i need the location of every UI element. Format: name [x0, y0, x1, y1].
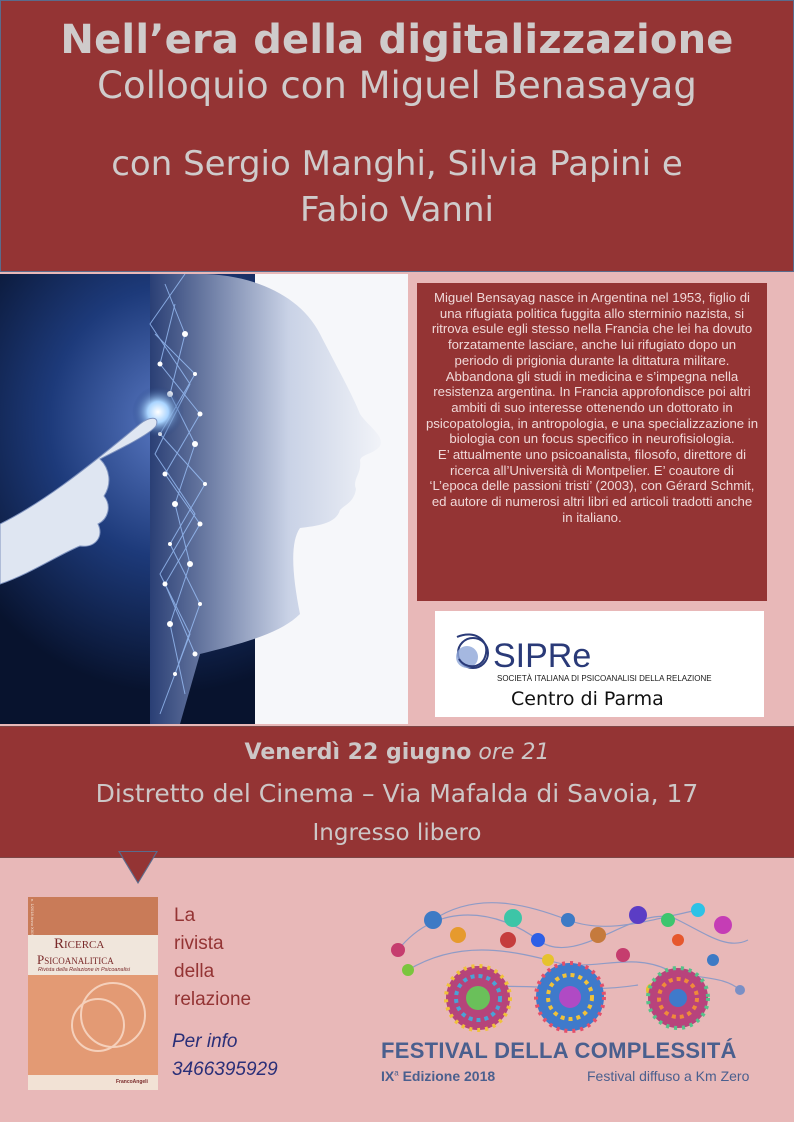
festival-name: FESTIVAL DELLA COMPLESSITÁ	[381, 1038, 737, 1063]
biography-box	[417, 283, 767, 601]
sipre-logo-box	[435, 611, 764, 717]
sipre-centre: Centro di Parma	[511, 688, 664, 710]
speakers	[1, 141, 793, 233]
biography-paragraph-2: E’ attualmente uno psicoanalista, filosofo, direttore di ricerca all’Università di Montpelier. E’ coautore di ‘L’epoca delle passioni tristi’ (2003), con Gérard Schmit, ed autore di numerosi altri libri ed articoli tradotti anche in italiano.	[429, 447, 755, 525]
event-venue: Distretto del Cinema – Via Mafalda di Savoia, 17	[95, 779, 699, 808]
magazine-title-1: Ricerca	[54, 936, 105, 952]
festival-edition-rest: Edizione 2018	[398, 1068, 496, 1084]
pointer-arrow	[120, 852, 156, 882]
magazine-issue: n. 1/2018 Anno XXIX	[30, 899, 35, 937]
magazine-desc-line: La	[174, 905, 196, 926]
contact-info	[172, 1028, 278, 1084]
event-date-line	[0, 739, 794, 767]
magazine-publisher: FrancoAngeli	[116, 1079, 148, 1085]
magazine-title-2: Psicoanalitica	[37, 952, 114, 967]
info-label: Per info	[172, 1031, 238, 1052]
speakers-line-1: con Sergio Manghi, Silvia Papini e	[111, 144, 683, 184]
event-details-band	[0, 726, 794, 858]
magazine-desc-line: relazione	[174, 989, 252, 1010]
event-time: ore 21	[478, 740, 550, 765]
magazine-desc-line: rivista	[174, 933, 224, 954]
festival-edition	[381, 1068, 495, 1084]
biography-paragraph-1: Miguel Bensayag nasce in Argentina nel 1953, figlio di una rifugiata politica fuggita allo sterminio nazista, si ritrova esule egli stesso nella Francia che lei ha dovuto forzatamente lasciare, anche lui rifugiato dopo un periodo di prigionia durante la dittatura militare. Abbandona gli studi in medicina e s’impegna nella resistenza argentina. In Francia approfondisce poi altri ambiti di suo interesse ottenendo un dottorato in psicopatologia, in antropologia, e una specializzazione in biologia con un focus specifico in neurofisiologia.	[425, 290, 759, 447]
sipre-full-name: SOCIETÀ ITALIANA DI PSICOANALISI DELLA RELAZIONE	[497, 674, 712, 683]
speakers-line-2: Fabio Vanni	[300, 190, 494, 230]
event-day: Venerdì 22 giugno	[244, 740, 472, 765]
festival-edition-sup: a	[394, 1068, 399, 1078]
magazine-description	[174, 902, 251, 1014]
mosaic-spheres-icon	[446, 963, 708, 1031]
magazine-desc-line: della	[174, 961, 215, 982]
magazine-tagline: Rivista della Relazione in Psicoanalisi	[38, 967, 131, 973]
info-phone: 3466395929	[172, 1059, 278, 1080]
festival-edition-roman: IX	[381, 1068, 395, 1084]
digital-profile-photo	[0, 274, 408, 724]
header-banner	[0, 0, 794, 272]
page-subtitle: Colloquio con Miguel Benasayag	[97, 64, 697, 107]
sipre-logo-text: SIPRe	[493, 637, 592, 675]
event-entry: Ingresso libero	[312, 820, 482, 846]
page-title: Nell’era della digitalizzazione	[60, 17, 734, 63]
festival-motto: Festival diffuso a Km Zero	[587, 1068, 750, 1084]
magazine-cover	[28, 897, 158, 1090]
